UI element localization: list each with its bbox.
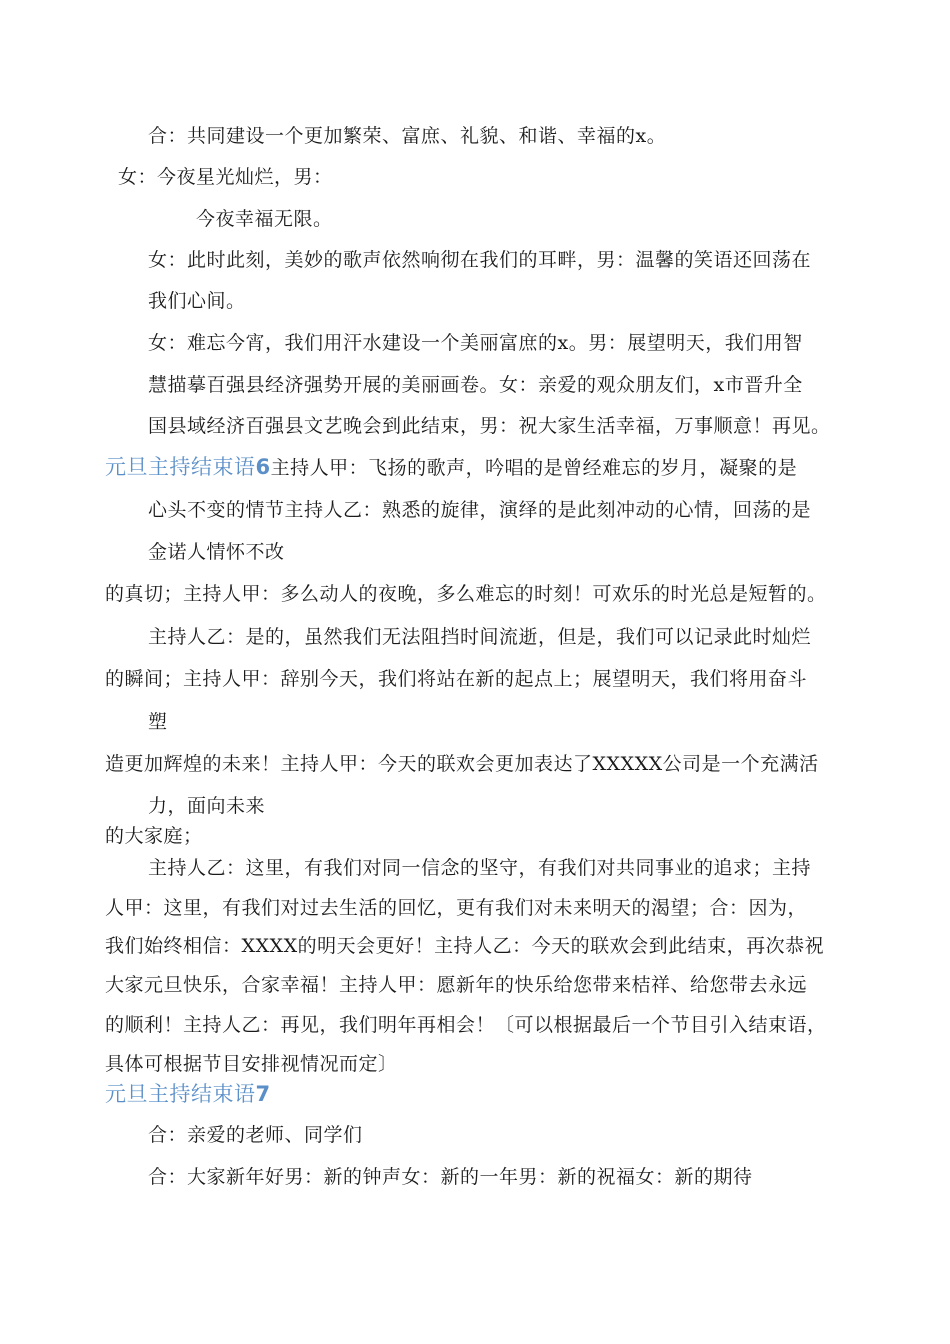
heading-title: 元旦主持结束语: [105, 455, 256, 479]
heading-title: 元旦主持结束语: [105, 1082, 256, 1106]
text-line: 主持人乙：这里，有我们对同一信念的坚守，有我们对共同事业的追求；主持: [148, 857, 812, 879]
text-line: 女：难忘今宵，我们用汗水建设一个美丽富庶的x。男：展望明天，我们用智: [148, 332, 803, 354]
section-heading-7: [105, 1082, 271, 1106]
heading-number: 6: [255, 455, 271, 479]
text-line: 具体可根据节目安排视情况而定〕: [105, 1053, 398, 1075]
text-line: 合：大家新年好男：新的钟声女：新的一年男：新的祝福女：新的期待: [148, 1166, 753, 1188]
text-line: 的大家庭；: [105, 825, 203, 847]
text-line: 主持人乙：是的，虽然我们无法阻挡时间流逝，但是，我们可以记录此时灿烂: [148, 626, 812, 648]
text-line: 的瞬间；主持人甲：辞别今天，我们将站在新的起点上；展望明天，我们将用奋斗: [105, 668, 808, 690]
heading-number: 7: [255, 1082, 271, 1106]
text-line: 金诺人情怀不改: [148, 541, 285, 563]
text-line: 塑: [148, 711, 168, 733]
text-line: 女：此时此刻，美妙的歌声依然响彻在我们的耳畔，男：温馨的笑语还回荡在: [148, 249, 812, 271]
text-line: 我们心间。: [148, 290, 246, 312]
text-line: 人甲：这里，有我们对过去生活的回忆，更有我们对未来明天的渴望；合：因为，: [105, 897, 808, 919]
text-line: 造更加辉煌的未来！主持人甲：今天的联欢会更加表达了XXXXX公司是一个充满活: [105, 753, 819, 775]
text-line: 心头不变的情节主持人乙：熟悉的旋律，演绎的是此刻冲动的心情，回荡的是: [148, 499, 812, 521]
section-heading-6: [105, 455, 797, 480]
text-line: 慧描摹百强县经济强势开展的美丽画卷。女：亲爱的观众朋友们，x市晋升全: [148, 374, 803, 396]
text-line: 的真切；主持人甲：多么动人的夜晚，多么难忘的时刻！可欢乐的时光总是短暂的。: [105, 583, 827, 605]
text-line: 今夜幸福无限。: [196, 208, 333, 230]
heading-inline-text: 主持人甲：飞扬的歌声，吟唱的是曾经难忘的岁月，凝聚的是: [270, 457, 798, 479]
text-line: 国县域经济百强县文艺晚会到此结束，男：祝大家生活幸福，万事顺意！再见。: [148, 415, 831, 437]
text-line: 的顺利！主持人乙：再见，我们明年再相会！〔可以根据最后一个节目引入结束语，: [105, 1014, 827, 1036]
text-line: 力，面向未来: [148, 795, 266, 817]
text-line: 合：亲爱的老师、同学们: [148, 1124, 363, 1146]
text-line: 合：共同建设一个更加繁荣、富庶、礼貌、和谐、幸福的x。: [148, 125, 667, 147]
text-line: 女：今夜星光灿烂，男：: [118, 166, 333, 188]
text-line: 大家元旦快乐，合家幸福！主持人甲：愿新年的快乐给您带来桔祥、给您带去永远: [105, 974, 808, 996]
text-line: 我们始终相信：XXXX的明天会更好！主持人乙：今天的联欢会到此结束，再次恭祝: [105, 935, 825, 957]
